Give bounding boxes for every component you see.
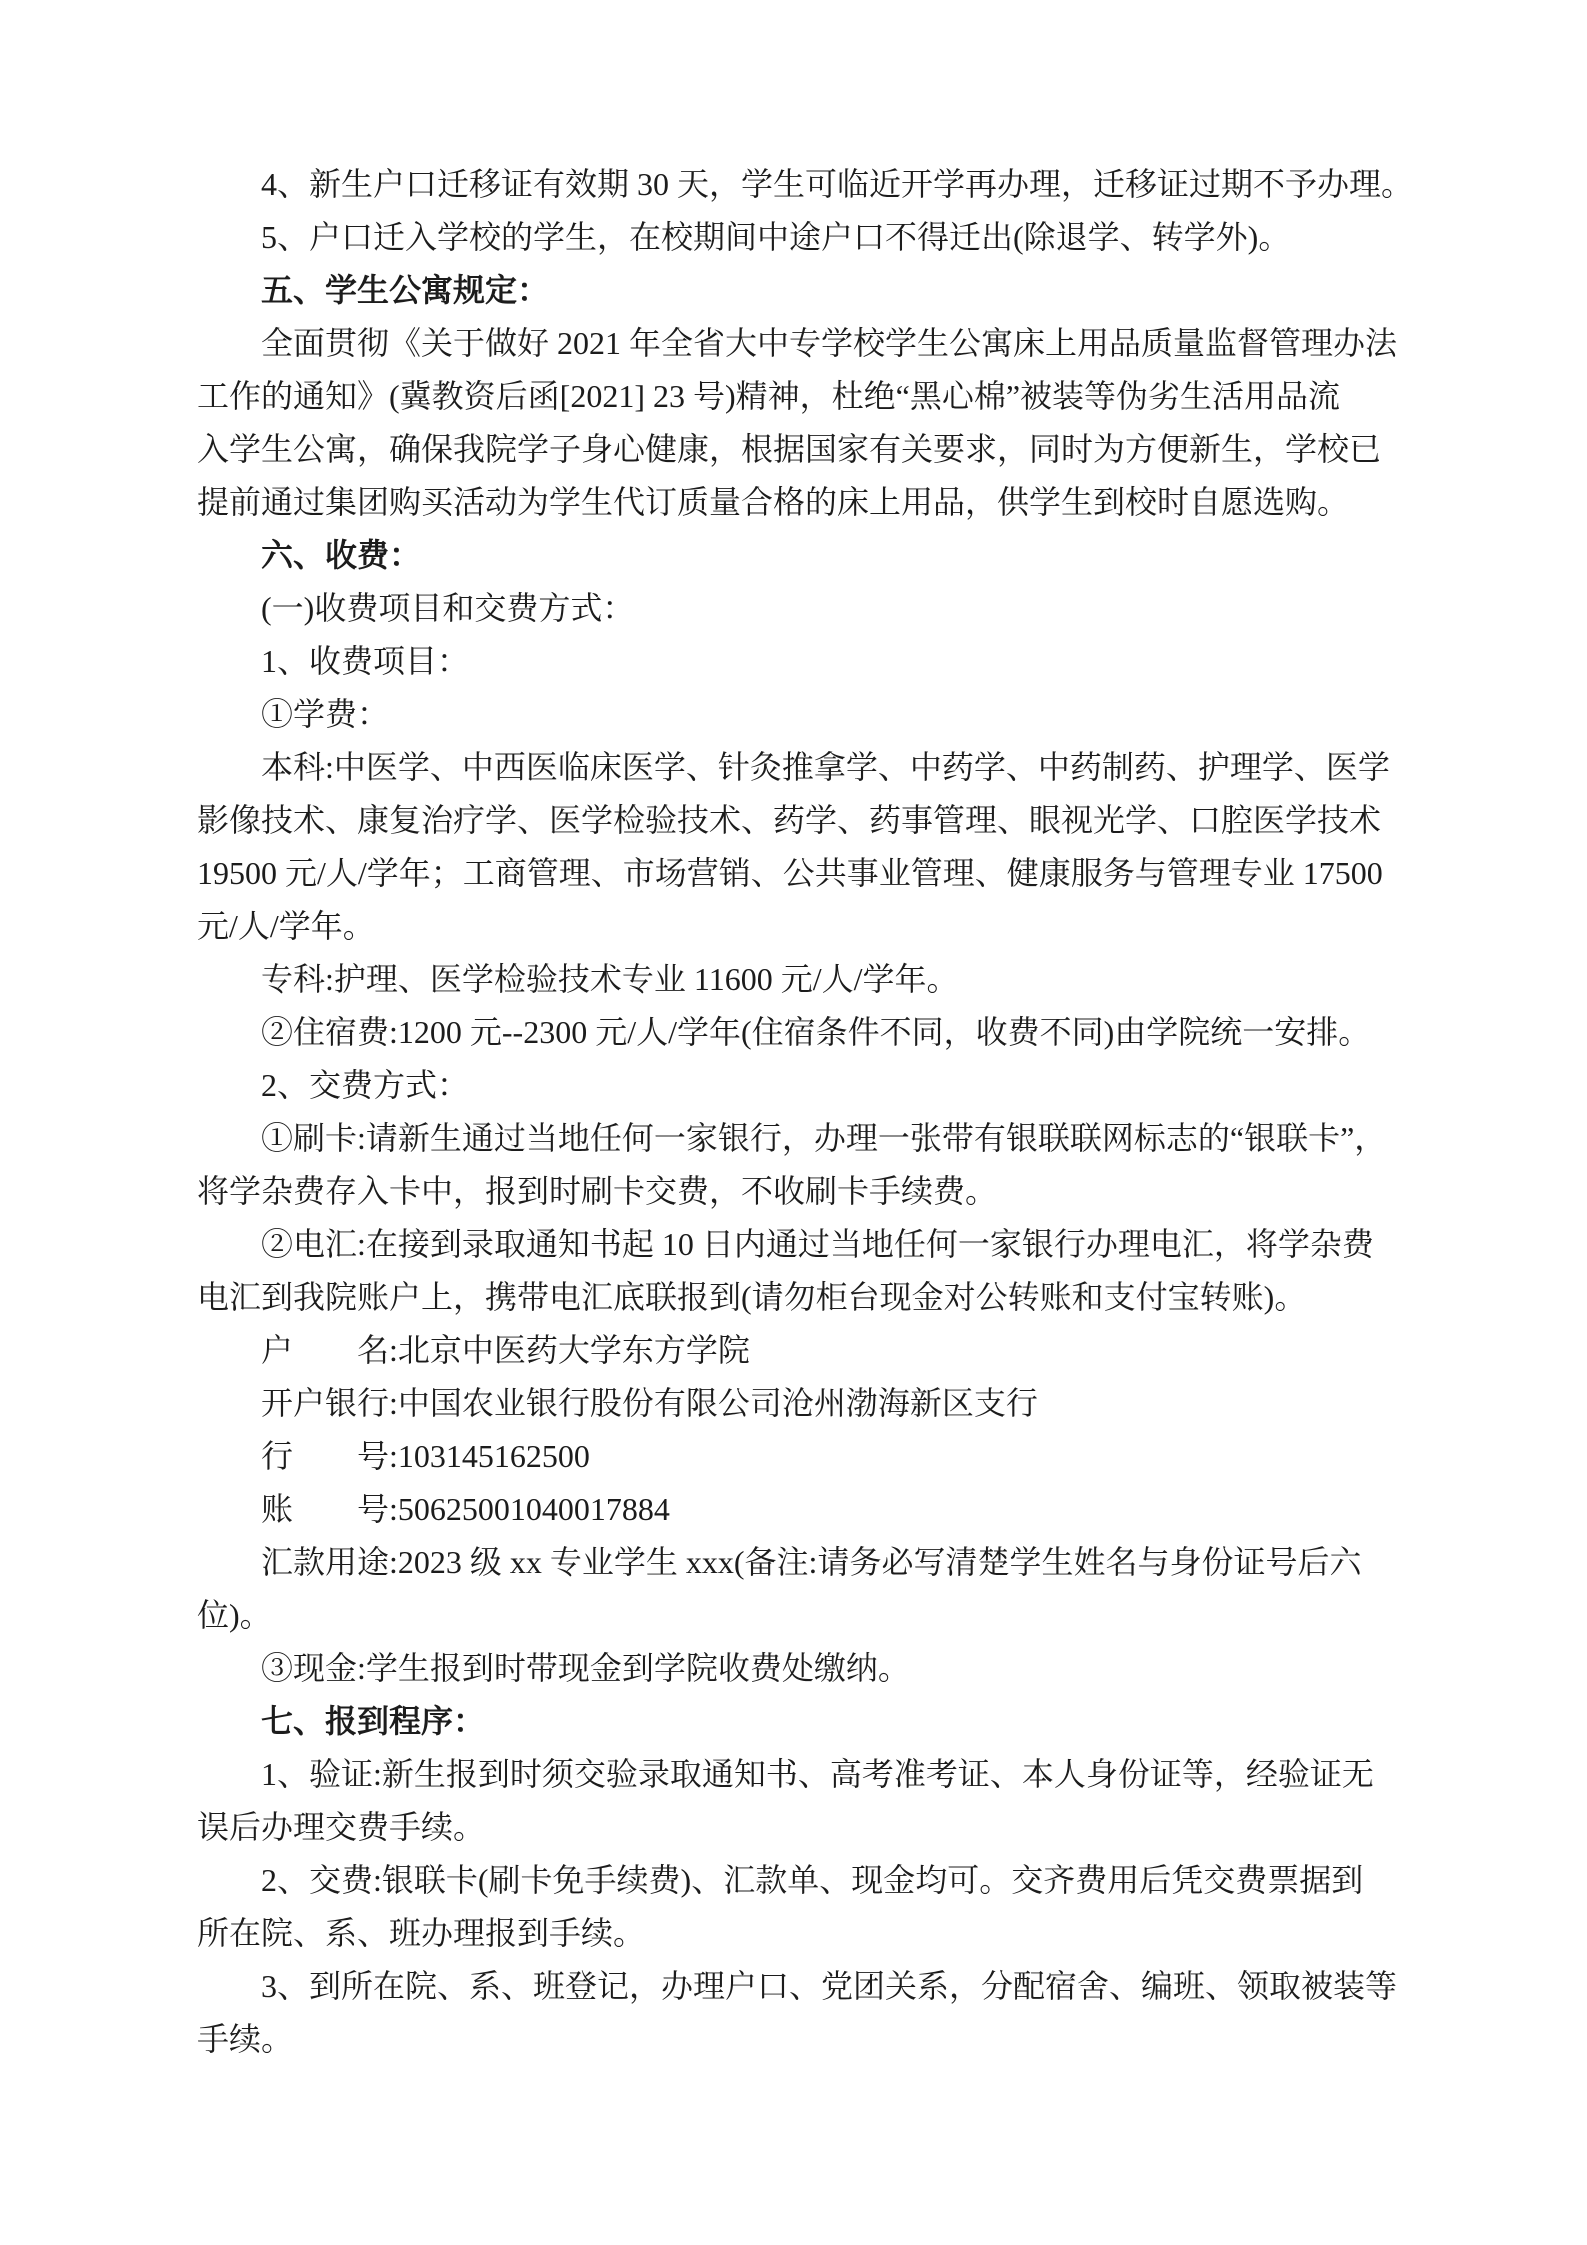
- text-line: ③现金:学生报到时带现金到学院收费处缴纳。: [261, 1650, 910, 1686]
- section-heading: 五、学生公寓规定：: [261, 272, 550, 308]
- text-line: 专科:护理、医学检验技术专业 11600 元/人/学年。: [261, 961, 959, 997]
- text-line: 手续。: [197, 2021, 294, 2057]
- text-line: 所在院、系、班办理报到手续。: [197, 1915, 646, 1951]
- text-line: 全面贯彻《关于做好 2021 年全省大中专学校学生公寓床上用品质量监督管理办法: [261, 325, 1398, 361]
- text-line: 户 名:北京中医药大学东方学院: [261, 1332, 750, 1368]
- document-text: [197, 158, 1414, 2066]
- text-line: 2、交费方式：: [261, 1067, 470, 1103]
- text-line: 开户银行:中国农业银行股份有限公司沧州渤海新区支行: [261, 1385, 1038, 1421]
- text-line: ①刷卡:请新生通过当地任何一家银行，办理一张带有银联联网标志的“银联卡”，: [261, 1120, 1387, 1156]
- text-line: 工作的通知》(冀教资后函[2021] 23 号)精神，杜绝“黑心棉”被装等伪劣生活用品流: [197, 378, 1341, 414]
- text-line: 3、到所在院、系、班登记，办理户口、党团关系，分配宿舍、编班、领取被装等: [261, 1968, 1398, 2004]
- text-line: 影像技术、康复治疗学、医学检验技术、药学、药事管理、眼视光学、口腔医学技术: [197, 802, 1382, 838]
- text-line: 1、收费项目：: [261, 643, 470, 679]
- text-line: 提前通过集团购买活动为学生代订质量合格的床上用品，供学生到校时自愿选购。: [197, 484, 1350, 520]
- text-line: 行 号:103145162500: [261, 1438, 590, 1474]
- text-line: 位)。: [197, 1597, 272, 1633]
- text-line: 入学生公寓，确保我院学子身心健康，根据国家有关要求，同时为方便新生，学校已: [197, 431, 1382, 467]
- text-line: 19500 元/人/学年；工商管理、市场营销、公共事业管理、健康服务与管理专业 17500: [197, 855, 1383, 891]
- text-line: 账 号:50625001040017884: [261, 1491, 670, 1527]
- text-line: ②电汇:在接到录取通知书起 10 日内通过当地任何一家银行办理电汇，将学杂费: [261, 1226, 1374, 1262]
- text-line: (一)收费项目和交费方式：: [261, 590, 635, 626]
- text-line: ②住宿费:1200 元--2300 元/人/学年(住宿条件不同，收费不同)由学院统一安排。: [261, 1014, 1371, 1050]
- text-line: 4、新生户口迁移证有效期 30 天，学生可临近开学再办理，迁移证过期不予办理。: [261, 166, 1414, 202]
- text-line: 1、验证:新生报到时须交验录取通知书、高考准考证、本人身份证等，经验证无: [261, 1756, 1374, 1792]
- section-heading: 六、收费：: [261, 537, 422, 573]
- text-line: 误后办理交费手续。: [197, 1809, 486, 1845]
- text-line: ①学费：: [261, 696, 390, 732]
- section-heading: 七、报到程序：: [261, 1703, 486, 1739]
- text-line: 5、户口迁入学校的学生，在校期间中途户口不得迁出(除退学、转学外)。: [261, 219, 1291, 255]
- text-line: 电汇到我院账户上，携带电汇底联报到(请勿柜台现金对公转账和支付宝转账)。: [197, 1279, 1307, 1315]
- text-line: 2、交费:银联卡(刷卡免手续费)、汇款单、现金均可。交齐费用后凭交费票据到: [261, 1862, 1364, 1898]
- text-line: 本科:中医学、中西医临床医学、针灸推拿学、中药学、中药制药、护理学、医学: [261, 749, 1390, 785]
- text-line: 将学杂费存入卡中，报到时刷卡交费，不收刷卡手续费。: [197, 1173, 998, 1209]
- text-line: 汇款用途:2023 级 xx 专业学生 xxx(备注:请务必写清楚学生姓名与身份证号后六: [261, 1544, 1362, 1580]
- text-line: 元/人/学年。: [197, 908, 375, 944]
